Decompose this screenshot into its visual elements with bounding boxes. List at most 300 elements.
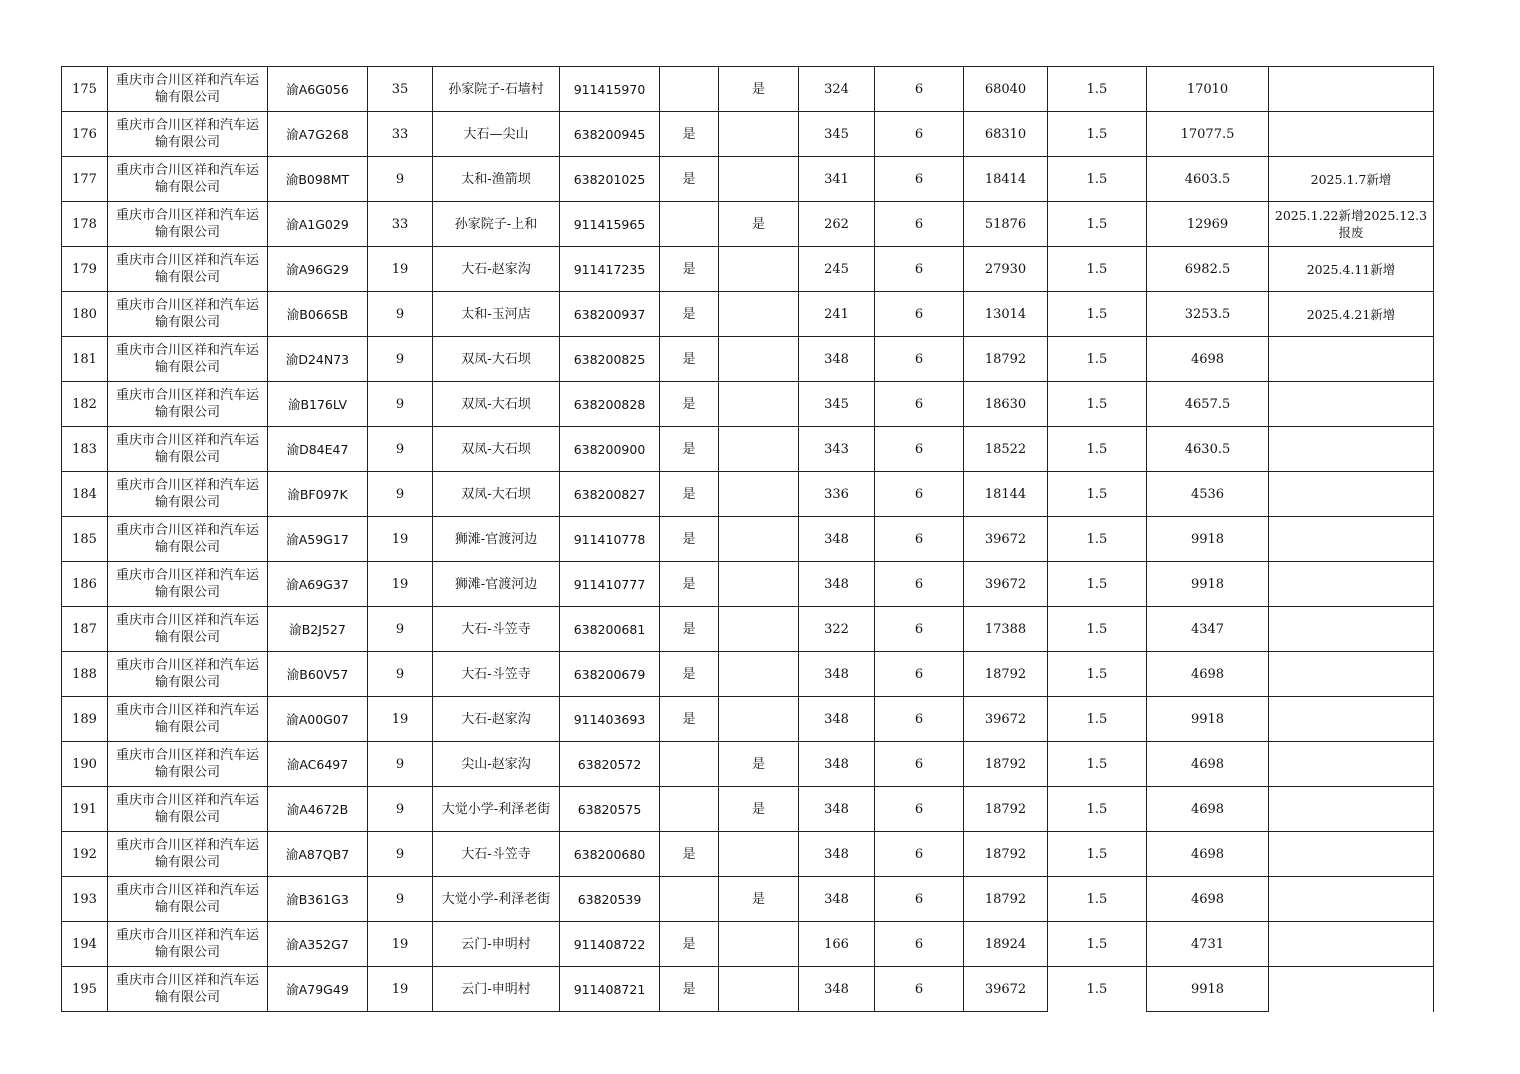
table-row [62,472,1434,517]
plate-number: 渝B098MT [268,157,368,202]
flag-column-b [719,292,799,337]
rate-value: 1.5 [1048,292,1147,337]
amount-value: 4698 [1147,742,1269,787]
plate-number: 渝A6G056 [268,67,368,112]
rate-value: 1.5 [1048,112,1147,157]
remark-note: 2025.1.7新增 [1269,157,1434,202]
total-value: 18792 [964,787,1048,832]
flag-column-b [719,157,799,202]
seat-count: 9 [368,472,433,517]
route-name: 云门-申明村 [433,922,560,967]
total-value: 18414 [964,157,1048,202]
route-name: 孙家院子-上和 [433,202,560,247]
flag-column-a: 是 [660,607,719,652]
row-number: 177 [62,157,108,202]
rate-value: 1.5 [1048,877,1147,922]
flag-column-b: 是 [719,787,799,832]
company-name: 重庆市合川区祥和汽车运输有限公司 [108,382,268,427]
amount-value: 4536 [1147,472,1269,517]
plate-number: 渝B60V57 [268,652,368,697]
flag-column-b: 是 [719,202,799,247]
company-name: 重庆市合川区祥和汽车运输有限公司 [108,832,268,877]
remark-note [1269,877,1434,922]
route-name: 双凤-大石坝 [433,382,560,427]
amount-value: 4698 [1147,787,1269,832]
route-name: 孙家院子-石墙村 [433,67,560,112]
seat-count: 9 [368,787,433,832]
amount-value: 4347 [1147,607,1269,652]
license-code: 638200827 [560,472,660,517]
remark-note [1269,112,1434,157]
days-value: 245 [799,247,875,292]
remark-note [1269,742,1434,787]
table-row [62,337,1434,382]
plate-number: 渝B2J527 [268,607,368,652]
amount-value: 3253.5 [1147,292,1269,337]
plate-number: 渝A69G37 [268,562,368,607]
plate-number: 渝AC6497 [268,742,368,787]
flag-column-a: 是 [660,562,719,607]
total-value: 39672 [964,697,1048,742]
flag-column-b [719,382,799,427]
company-name: 重庆市合川区祥和汽车运输有限公司 [108,157,268,202]
row-number: 175 [62,67,108,112]
license-code: 911408721 [560,967,660,1012]
factor-value: 6 [875,697,964,742]
rate-value: 1.5 [1048,247,1147,292]
factor-value: 6 [875,607,964,652]
flag-column-b [719,517,799,562]
remark-note: 2025.1.22新增2025.12.3报废 [1269,202,1434,247]
amount-value: 6982.5 [1147,247,1269,292]
license-code: 638200937 [560,292,660,337]
amount-value: 17010 [1147,67,1269,112]
factor-value: 6 [875,382,964,427]
plate-number: 渝B176LV [268,382,368,427]
days-value: 348 [799,787,875,832]
rate-value: 1.5 [1048,202,1147,247]
rate-value: 1.5 [1048,472,1147,517]
remark-note [1269,67,1434,112]
rate-value: 1.5 [1048,607,1147,652]
factor-value: 6 [875,922,964,967]
seat-count: 9 [368,652,433,697]
total-value: 39672 [964,967,1048,1012]
company-name: 重庆市合川区祥和汽车运输有限公司 [108,427,268,472]
amount-value: 4603.5 [1147,157,1269,202]
factor-value: 6 [875,517,964,562]
remark-note [1269,472,1434,517]
factor-value: 6 [875,67,964,112]
route-name: 太和-玉河店 [433,292,560,337]
table-row [62,202,1434,247]
row-number: 188 [62,652,108,697]
route-name: 大觉小学-利泽老街 [433,877,560,922]
total-value: 17388 [964,607,1048,652]
seat-count: 19 [368,967,433,1012]
factor-value: 6 [875,112,964,157]
days-value: 348 [799,742,875,787]
vehicle-subsidy-table [61,66,1434,1012]
flag-column-b [719,697,799,742]
total-value: 39672 [964,517,1048,562]
factor-value: 6 [875,562,964,607]
rate-value: 1.5 [1048,157,1147,202]
row-number: 178 [62,202,108,247]
plate-number: 渝A79G49 [268,967,368,1012]
route-name: 大石—尖山 [433,112,560,157]
amount-value: 12969 [1147,202,1269,247]
license-code: 638200681 [560,607,660,652]
flag-column-b [719,112,799,157]
row-number: 190 [62,742,108,787]
license-code: 911403693 [560,697,660,742]
row-number: 181 [62,337,108,382]
route-name: 大石-斗笠寺 [433,652,560,697]
days-value: 324 [799,67,875,112]
route-name: 双凤-大石坝 [433,427,560,472]
seat-count: 9 [368,382,433,427]
seat-count: 9 [368,607,433,652]
table-row [62,787,1434,832]
flag-column-b: 是 [719,877,799,922]
table-row [62,517,1434,562]
seat-count: 9 [368,337,433,382]
company-name: 重庆市合川区祥和汽车运输有限公司 [108,337,268,382]
row-number: 183 [62,427,108,472]
license-code: 638200825 [560,337,660,382]
license-code: 911410777 [560,562,660,607]
table-row [62,247,1434,292]
flag-column-a [660,787,719,832]
company-name: 重庆市合川区祥和汽车运输有限公司 [108,967,268,1012]
total-value: 18792 [964,652,1048,697]
company-name: 重庆市合川区祥和汽车运输有限公司 [108,247,268,292]
factor-value: 6 [875,967,964,1012]
factor-value: 6 [875,832,964,877]
table-row [62,607,1434,652]
flag-column-b [719,967,799,1012]
flag-column-a: 是 [660,382,719,427]
row-number: 187 [62,607,108,652]
route-name: 尖山-赵家沟 [433,742,560,787]
route-name: 双凤-大石坝 [433,337,560,382]
plate-number: 渝A00G07 [268,697,368,742]
table-row [62,742,1434,787]
seat-count: 19 [368,247,433,292]
seat-count: 9 [368,427,433,472]
flag-column-a [660,742,719,787]
row-number: 180 [62,292,108,337]
days-value: 348 [799,697,875,742]
license-code: 638201025 [560,157,660,202]
days-value: 345 [799,112,875,157]
company-name: 重庆市合川区祥和汽车运输有限公司 [108,112,268,157]
table-row [62,877,1434,922]
table-row [62,382,1434,427]
total-value: 27930 [964,247,1048,292]
remark-note: 2025.4.21新增 [1269,292,1434,337]
remark-note [1269,562,1434,607]
plate-number: 渝B361G3 [268,877,368,922]
seat-count: 19 [368,517,433,562]
license-code: 638200900 [560,427,660,472]
company-name: 重庆市合川区祥和汽车运输有限公司 [108,697,268,742]
row-number: 179 [62,247,108,292]
row-number: 184 [62,472,108,517]
company-name: 重庆市合川区祥和汽车运输有限公司 [108,607,268,652]
license-code: 638200828 [560,382,660,427]
remark-note [1269,697,1434,742]
license-code: 63820539 [560,877,660,922]
plate-number: 渝A87QB7 [268,832,368,877]
route-name: 狮滩-官渡河边 [433,517,560,562]
company-name: 重庆市合川区祥和汽车运输有限公司 [108,202,268,247]
factor-value: 6 [875,877,964,922]
route-name: 云门-申明村 [433,967,560,1012]
company-name: 重庆市合川区祥和汽车运输有限公司 [108,562,268,607]
license-code: 911415970 [560,67,660,112]
days-value: 348 [799,832,875,877]
rate-value: 1.5 [1048,337,1147,382]
table-row [62,832,1434,877]
factor-value: 6 [875,157,964,202]
amount-value: 4731 [1147,922,1269,967]
total-value: 51876 [964,202,1048,247]
plate-number: 渝A7G268 [268,112,368,157]
remark-note [1269,922,1434,967]
seat-count: 9 [368,292,433,337]
route-name: 太和-渔箭坝 [433,157,560,202]
rate-value: 1.5 [1048,382,1147,427]
remark-note [1269,787,1434,832]
factor-value: 6 [875,247,964,292]
license-code: 638200680 [560,832,660,877]
total-value: 18630 [964,382,1048,427]
flag-column-a: 是 [660,922,719,967]
route-name: 狮滩-官渡河边 [433,562,560,607]
table-row [62,67,1434,112]
flag-column-b [719,472,799,517]
total-value: 18792 [964,337,1048,382]
remark-note [1269,652,1434,697]
company-name: 重庆市合川区祥和汽车运输有限公司 [108,787,268,832]
factor-value: 6 [875,292,964,337]
row-number: 182 [62,382,108,427]
remark-note [1269,967,1434,1012]
rate-value: 1.5 [1048,742,1147,787]
days-value: 345 [799,382,875,427]
seat-count: 19 [368,922,433,967]
flag-column-b: 是 [719,742,799,787]
license-code: 638200679 [560,652,660,697]
row-number: 186 [62,562,108,607]
table-row [62,697,1434,742]
table-row [62,562,1434,607]
days-value: 336 [799,472,875,517]
total-value: 39672 [964,562,1048,607]
route-name: 大觉小学-利泽老街 [433,787,560,832]
seat-count: 35 [368,67,433,112]
factor-value: 6 [875,787,964,832]
license-code: 911417235 [560,247,660,292]
company-name: 重庆市合川区祥和汽车运输有限公司 [108,472,268,517]
row-number: 192 [62,832,108,877]
company-name: 重庆市合川区祥和汽车运输有限公司 [108,922,268,967]
remark-note [1269,337,1434,382]
route-name: 大石-赵家沟 [433,247,560,292]
factor-value: 6 [875,427,964,472]
seat-count: 19 [368,697,433,742]
flag-column-b [719,427,799,472]
factor-value: 6 [875,337,964,382]
plate-number: 渝A4672B [268,787,368,832]
factor-value: 6 [875,202,964,247]
flag-column-b [719,562,799,607]
route-name: 大石-斗笠寺 [433,832,560,877]
flag-column-a: 是 [660,157,719,202]
flag-column-a [660,67,719,112]
factor-value: 6 [875,652,964,697]
remark-note [1269,382,1434,427]
plate-number: 渝BF097K [268,472,368,517]
company-name: 重庆市合川区祥和汽车运输有限公司 [108,877,268,922]
amount-value: 9918 [1147,562,1269,607]
flag-column-a: 是 [660,697,719,742]
flag-column-a: 是 [660,517,719,562]
flag-column-b [719,832,799,877]
seat-count: 19 [368,562,433,607]
amount-value: 9918 [1147,517,1269,562]
flag-column-b [719,922,799,967]
amount-value: 4698 [1147,832,1269,877]
flag-column-a: 是 [660,652,719,697]
flag-column-a [660,877,719,922]
total-value: 18792 [964,877,1048,922]
amount-value: 4698 [1147,337,1269,382]
row-number: 193 [62,877,108,922]
company-name: 重庆市合川区祥和汽车运输有限公司 [108,67,268,112]
rate-value: 1.5 [1048,922,1147,967]
rate-value: 1.5 [1048,652,1147,697]
days-value: 322 [799,607,875,652]
seat-count: 9 [368,877,433,922]
days-value: 348 [799,652,875,697]
days-value: 166 [799,922,875,967]
row-number: 185 [62,517,108,562]
remark-note: 2025.4.11新增 [1269,247,1434,292]
plate-number: 渝A59G17 [268,517,368,562]
days-value: 262 [799,202,875,247]
plate-number: 渝A1G029 [268,202,368,247]
factor-value: 6 [875,742,964,787]
seat-count: 9 [368,157,433,202]
company-name: 重庆市合川区祥和汽车运输有限公司 [108,742,268,787]
table-row [62,157,1434,202]
company-name: 重庆市合川区祥和汽车运输有限公司 [108,517,268,562]
total-value: 68310 [964,112,1048,157]
flag-column-b [719,337,799,382]
days-value: 348 [799,967,875,1012]
license-code: 63820575 [560,787,660,832]
license-code: 911410778 [560,517,660,562]
rate-value: 1.5 [1048,427,1147,472]
rate-value: 1.5 [1048,832,1147,877]
company-name: 重庆市合川区祥和汽车运输有限公司 [108,292,268,337]
row-number: 191 [62,787,108,832]
flag-column-a: 是 [660,967,719,1012]
route-name: 大石-斗笠寺 [433,607,560,652]
amount-value: 4630.5 [1147,427,1269,472]
rate-value: 1.5 [1048,967,1147,1012]
seat-count: 33 [368,112,433,157]
license-code: 63820572 [560,742,660,787]
rate-value: 1.5 [1048,517,1147,562]
flag-column-a: 是 [660,337,719,382]
rate-value: 1.5 [1048,562,1147,607]
row-number: 176 [62,112,108,157]
plate-number: 渝B066SB [268,292,368,337]
days-value: 348 [799,562,875,607]
days-value: 348 [799,877,875,922]
total-value: 18792 [964,832,1048,877]
table-row [62,967,1434,1012]
company-name: 重庆市合川区祥和汽车运输有限公司 [108,652,268,697]
remark-note [1269,832,1434,877]
flag-column-b [719,247,799,292]
flag-column-a: 是 [660,472,719,517]
flag-column-a: 是 [660,112,719,157]
total-value: 18522 [964,427,1048,472]
rate-value: 1.5 [1048,697,1147,742]
flag-column-a: 是 [660,292,719,337]
table-row [62,427,1434,472]
flag-column-b [719,652,799,697]
total-value: 13014 [964,292,1048,337]
days-value: 341 [799,157,875,202]
plate-number: 渝D24N73 [268,337,368,382]
row-number: 189 [62,697,108,742]
amount-value: 4698 [1147,652,1269,697]
flag-column-b: 是 [719,67,799,112]
row-number: 195 [62,967,108,1012]
seat-count: 33 [368,202,433,247]
rate-value: 1.5 [1048,67,1147,112]
flag-column-a [660,202,719,247]
plate-number: 渝A352G7 [268,922,368,967]
days-value: 343 [799,427,875,472]
route-name: 大石-赵家沟 [433,697,560,742]
table-row [62,112,1434,157]
flag-column-a: 是 [660,247,719,292]
flag-column-a: 是 [660,832,719,877]
days-value: 241 [799,292,875,337]
remark-note [1269,427,1434,472]
table-row [62,292,1434,337]
amount-value: 9918 [1147,967,1269,1012]
amount-value: 9918 [1147,697,1269,742]
seat-count: 9 [368,832,433,877]
remark-note [1269,517,1434,562]
row-number: 194 [62,922,108,967]
days-value: 348 [799,517,875,562]
days-value: 348 [799,337,875,382]
flag-column-b [719,607,799,652]
seat-count: 9 [368,742,433,787]
license-code: 638200945 [560,112,660,157]
table-row [62,652,1434,697]
total-value: 18924 [964,922,1048,967]
